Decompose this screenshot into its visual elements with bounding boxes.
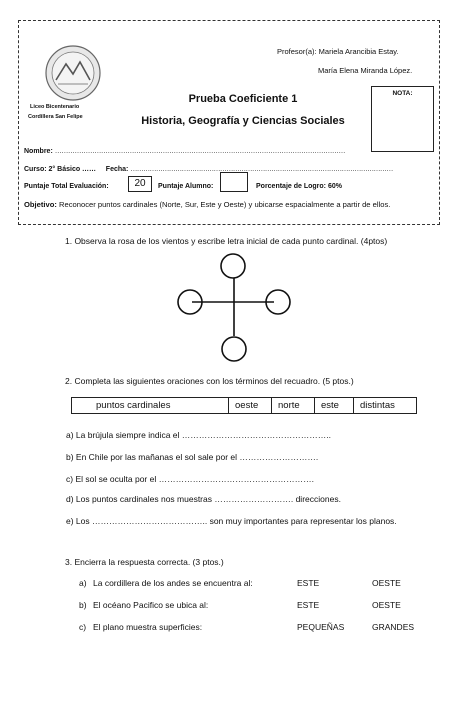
- logro-label: Porcentaje de Logro: 60%: [256, 183, 342, 190]
- compass-south-circle[interactable]: [222, 337, 246, 361]
- word-bank-item: puntos cardinales: [72, 398, 229, 414]
- q3-label-b: b): [79, 600, 87, 610]
- word-bank-item: oeste: [229, 398, 272, 414]
- subject-title: Historia, Geografía y Ciencias Sociales: [141, 115, 345, 127]
- q3-option-b1[interactable]: ESTE: [297, 600, 320, 610]
- q3-text-b: El océano Pacifico se ubica al:: [93, 600, 209, 610]
- school-name-line2: Cordillera San Felipe: [28, 114, 83, 120]
- puntaje-alumno-label: Puntaje Alumno:: [158, 183, 214, 190]
- nombre-dots: ……………………………………………………………………………………………………………………: [54, 148, 346, 155]
- curso-value: 2° Básico ……: [48, 166, 97, 173]
- word-bank-item: distintas: [354, 398, 417, 414]
- question-3: 3. Encierra la respuesta correcta. (3 ptos.): [65, 557, 224, 567]
- q3-text-c: El plano muestra superficies:: [93, 622, 203, 632]
- word-bank: [71, 397, 417, 414]
- q3-option-b2[interactable]: OESTE: [372, 600, 401, 610]
- curso-row: [24, 166, 393, 173]
- sentence-e[interactable]: e) Los ………………………………….. son muy importantes para representar los planos.: [66, 516, 397, 526]
- compass-rose: [170, 248, 300, 368]
- puntaje-total-label: Puntaje Total Evaluación:: [24, 183, 109, 190]
- nota-box[interactable]: [371, 86, 434, 152]
- objetivo-label: Objetivo:: [24, 200, 57, 209]
- word-bank-item: norte: [272, 398, 315, 414]
- school-logo: [44, 44, 102, 102]
- q3-label-c: c): [79, 622, 87, 632]
- question-1: 1. Observa la rosa de los vientos y escribe letra inicial de cada punto cardinal. (4ptos): [65, 236, 388, 246]
- sentence-d[interactable]: d) Los puntos cardinales nos muestras ………………………. direcciones.: [66, 494, 341, 504]
- professor-line2: María Elena Miranda López.: [318, 66, 413, 75]
- q3-option-c1[interactable]: PEQUEÑAS: [297, 622, 345, 632]
- test-title: Prueba Coeficiente 1: [188, 93, 298, 105]
- q3-option-a2[interactable]: OESTE: [372, 578, 401, 588]
- question-2: 2. Completa las siguientes oraciones con los términos del recuadro. (5 ptos.): [65, 376, 354, 386]
- school-name-line1: Liceo Bicentenario: [30, 104, 80, 110]
- objetivo-text: Reconocer puntos cardinales (Norte, Sur, Este y Oeste) y ubicarse espacialmente a partir de ellos.: [56, 200, 391, 209]
- nombre-row[interactable]: [24, 148, 345, 155]
- fecha-label: Fecha:: [105, 166, 129, 173]
- professor-line1: Profesor(a): Mariela Arancibia Estay.: [277, 47, 399, 56]
- sentence-a[interactable]: a) La brújula siempre indica el ……………………………………………..: [66, 430, 331, 440]
- sentence-c[interactable]: c) El sol se oculta por el ……………………………………………….: [66, 474, 314, 484]
- puntaje-alumno-box[interactable]: [220, 172, 248, 192]
- objetivo-row: [24, 200, 390, 209]
- q3-text-a: La cordillera de los andes se encuentra al:: [93, 578, 253, 588]
- q3-option-c2[interactable]: GRANDES: [372, 622, 415, 632]
- word-bank-item: este: [315, 398, 354, 414]
- puntaje-total-box: 20: [128, 176, 152, 192]
- fecha-dots[interactable]: ……………………………………………………………………………………………………………: [130, 166, 393, 173]
- nombre-label: Nombre:: [24, 148, 53, 155]
- q3-label-a: a): [79, 578, 87, 588]
- q3-option-a1[interactable]: ESTE: [297, 578, 320, 588]
- sentence-b[interactable]: b) En Chile por las mañanas el sol sale por el ……………………….: [66, 452, 319, 462]
- curso-label: Curso:: [24, 166, 47, 173]
- nota-label: NOTA:: [392, 90, 413, 97]
- compass-north-circle[interactable]: [221, 254, 245, 278]
